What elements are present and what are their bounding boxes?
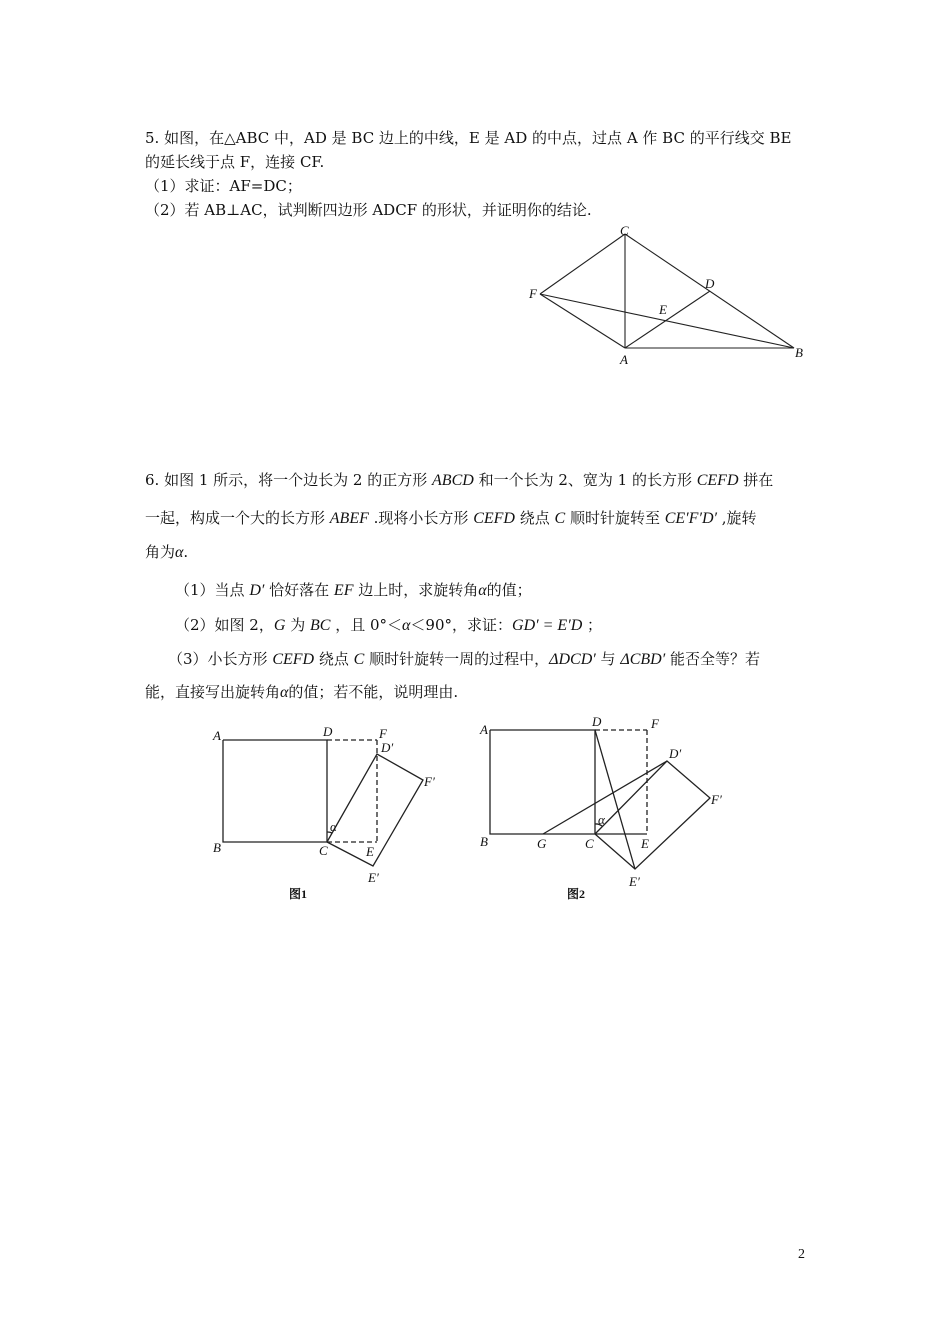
fig2-label-Fprime: F′ <box>711 792 722 807</box>
fig2-label-A: A <box>480 722 488 737</box>
q6-figure-2 <box>475 712 745 905</box>
fig1-label-alpha: α <box>330 819 337 834</box>
q6-part-2: （2）如图 2，G 为 BC ，且 0°＜α＜90°，求证：GD′ = E′D ； <box>175 616 603 634</box>
fig1-label-F: F <box>379 726 387 741</box>
q6-part-3-continued: 能，直接写出旋转角α的值；若不能，说明理由. <box>145 683 459 701</box>
q5-label-C: C <box>620 223 629 238</box>
fig1-label-C: C <box>319 843 328 858</box>
fig2-label-G: G <box>537 836 547 851</box>
q5-label-B: B <box>795 345 803 360</box>
q5-label-F: F <box>529 286 537 301</box>
q6-text-line-3: 角为α. <box>145 543 189 561</box>
q5-label-E: E <box>659 302 667 317</box>
fig2-label-C: C <box>585 836 594 851</box>
fig2-caption: 图2 <box>567 887 586 901</box>
q6-part-1: （1）当点 D′ 恰好落在 EF 边上时，求旋转角α的值； <box>175 581 532 599</box>
fig1-label-Dprime: D′ <box>381 740 394 755</box>
page-number: 2 <box>798 1247 805 1262</box>
fig2-label-Eprime: E′ <box>629 874 640 889</box>
fig1-label-D: D <box>323 724 333 739</box>
q6-figure-1 <box>205 720 450 905</box>
q6-part-3: （3）小长方形 CEFD 绕点 C 顺时针旋转一周的过程中，ΔDCD′ 与 ΔCBD′ 能否全等？若 <box>168 650 760 668</box>
fig1-label-Eprime: E′ <box>368 870 379 885</box>
q5-figure <box>525 222 815 372</box>
fig1-caption: 图1 <box>289 887 308 901</box>
q6-text-line-1: 6. 如图 1 所示，将一个边长为 2 的正方形 ABCD 和一个长为 2、宽为 1 的长方形 CEFD 拼在 <box>145 471 774 489</box>
fig2-label-alpha: α <box>598 812 605 827</box>
q5-label-D: D <box>705 276 715 291</box>
fig2-label-Dprime: D′ <box>669 746 682 761</box>
fig2-label-B: B <box>480 834 488 849</box>
q5-label-A: A <box>620 352 628 367</box>
fig1-label-E: E <box>366 844 374 859</box>
fig1-label-A: A <box>213 728 221 743</box>
q5-part-2: （2）若 AB⊥AC，试判断四边形 ADCF 的形状，并证明你的结论. <box>145 201 592 219</box>
fig2-label-F: F <box>651 716 659 731</box>
fig2-label-D: D <box>592 714 602 729</box>
q5-text-line-2: 的延长线于点 F，连接 CF. <box>145 153 325 171</box>
fig1-label-B: B <box>213 840 221 855</box>
q6-text-line-2: 一起，构成一个大的长方形 ABEF .现将小长方形 CEFD 绕点 C 顺时针旋转至 CE′F′D′ ,旋转 <box>145 509 757 527</box>
fig2-label-E: E <box>641 836 649 851</box>
q5-text-line-1: 5. 如图，在△ABC 中，AD 是 BC 边上的中线，E 是 AD 的中点，过点 A 作 BC 的平行线交 BE <box>145 129 792 147</box>
fig1-label-Fprime: F′ <box>424 774 435 789</box>
q5-part-1: （1）求证：AF=DC； <box>145 177 302 195</box>
